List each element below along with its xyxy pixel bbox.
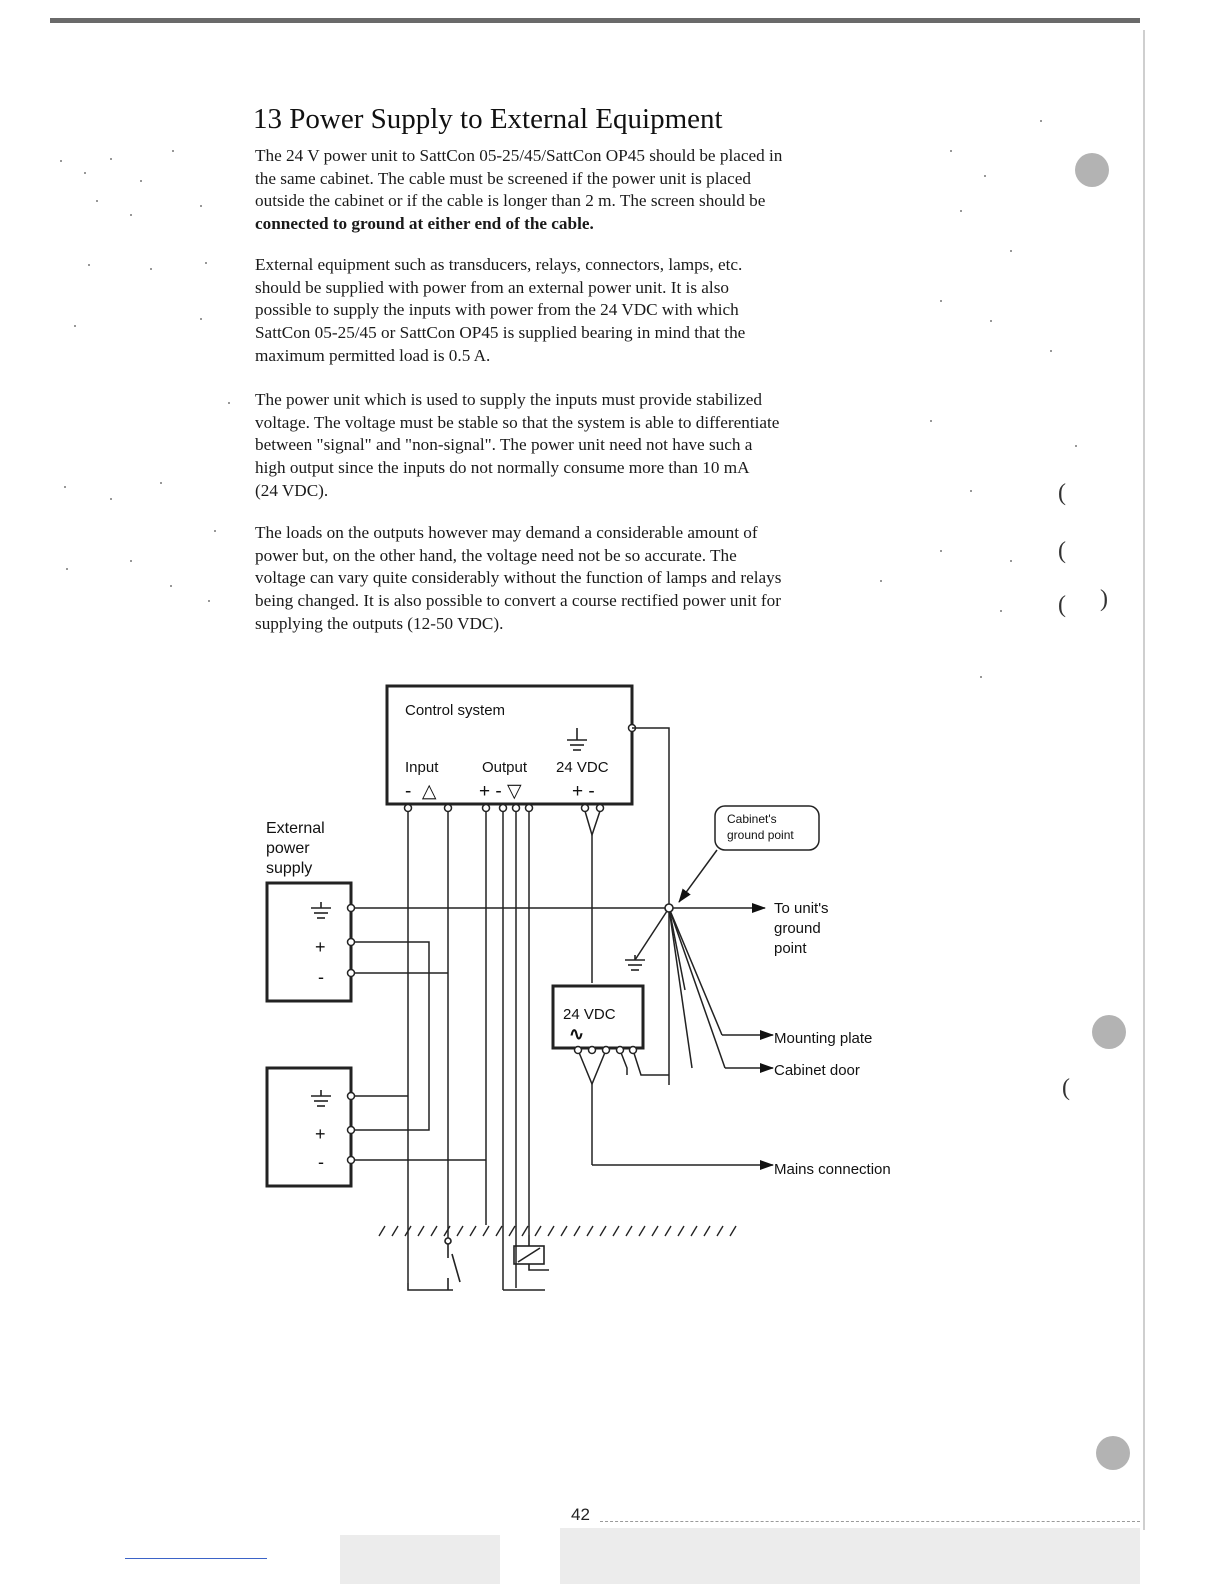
vdc-supply-label: 24 VDC <box>563 1006 616 1023</box>
punch-hole <box>1092 1015 1126 1049</box>
margin-mark: ) <box>1100 586 1108 612</box>
input-terminal-signs: - △ <box>405 781 437 802</box>
relay-icon <box>503 1235 549 1290</box>
external-power-label-3: supply <box>266 860 313 877</box>
text-line: high output since the inputs do not normally consume more than 10 mA <box>255 458 750 478</box>
external-supply-box <box>267 883 351 1001</box>
margin-mark: ( <box>1058 538 1066 564</box>
text-line: voltage can vary quite considerably without the function of lamps and relays <box>255 568 782 588</box>
unit-ground-label-1: To unit's <box>774 900 829 917</box>
cabinet-ground-label-1: Cabinet's <box>727 812 777 826</box>
ground-icon <box>311 902 331 918</box>
paragraph-external-equipment <box>255 254 915 368</box>
page-title: 13 Power Supply to External Equipment <box>253 103 723 135</box>
text-line: should be supplied with power from an external power unit. It is also <box>255 277 729 297</box>
footer-rule <box>600 1521 1140 1522</box>
plus-label: + <box>315 1124 326 1144</box>
ground-junction <box>665 904 673 912</box>
top-rule <box>50 18 1140 23</box>
external-supply-box <box>267 1068 351 1186</box>
switch-icon <box>408 1238 460 1290</box>
paragraph-output-loads <box>255 522 915 636</box>
page-number: 42 <box>571 1505 590 1524</box>
unit-ground-label-3: point <box>774 940 807 957</box>
punch-hole <box>1075 153 1109 187</box>
text-line: maximum permitted load is 0.5 A. <box>255 345 491 365</box>
minus-label: - <box>318 967 324 987</box>
minus-label: - <box>318 1152 324 1172</box>
text-line: voltage. The voltage must be stable so that the system is able to differentiate <box>255 412 780 432</box>
external-power-label-2: power <box>266 840 310 857</box>
text-line: the same cabinet. The cable must be screened if the power unit is placed <box>255 168 752 188</box>
text-line: being changed. It is also possible to convert a course rectified power unit for <box>255 591 781 611</box>
input-label: Input <box>405 759 439 776</box>
plus-label: + <box>315 937 326 957</box>
text-line: The 24 V power unit to SattCon 05-25/45/SattCon OP45 should be placed in <box>255 146 783 165</box>
output-label: Output <box>482 759 528 776</box>
text-line: SattCon 05-25/45 or SattCon OP45 is supplied bearing in mind that the <box>255 323 746 343</box>
ground-hatching <box>379 1226 736 1236</box>
cabinet-ground-label-2: ground point <box>727 828 794 842</box>
punch-hole <box>1096 1436 1130 1470</box>
text-line: (24 VDC). <box>255 480 329 500</box>
cabinet-door-label: Cabinet door <box>774 1062 860 1079</box>
wiring-diagram <box>255 670 935 1310</box>
text-line: power but, on the other hand, the voltage need not be so accurate. The <box>255 545 737 565</box>
scan-smudge <box>560 1528 1140 1584</box>
output-terminal-signs: + - ▽ <box>479 781 522 802</box>
ac-symbol-icon: ∿ <box>569 1024 585 1044</box>
text-line: connected to ground at either end of the cable. <box>255 214 594 234</box>
ground-icon <box>567 728 587 750</box>
page-edge <box>1143 30 1145 1530</box>
text-line: The loads on the outputs however may demand a considerable amount of <box>255 523 758 542</box>
text-line: outside the cabinet or if the cable is longer than 2 m. The screen should be <box>255 191 766 211</box>
footer-link-underline <box>125 1558 267 1559</box>
unit-ground-label-2: ground <box>774 920 821 937</box>
ground-icon <box>311 1090 331 1106</box>
margin-mark: ( <box>1062 1075 1070 1101</box>
ground-icon <box>625 955 645 970</box>
margin-mark: ( <box>1058 480 1066 506</box>
margin-mark: ( <box>1058 592 1066 618</box>
vdc-top-label: 24 VDC <box>556 759 609 776</box>
external-power-label-1: External <box>266 820 325 837</box>
text-line: External equipment such as transducers, relays, connectors, lamps, etc. <box>255 255 743 274</box>
control-system-label: Control system <box>405 702 506 719</box>
scan-smudge <box>340 1535 500 1584</box>
vdc-terminal-signs: + - <box>572 781 595 802</box>
text-line: between "signal" and "non-signal". The power unit need not have such a <box>255 435 753 455</box>
paragraph-input-power <box>255 389 915 503</box>
mains-label: Mains connection <box>774 1161 891 1178</box>
paragraph-screening <box>255 145 915 236</box>
text-line: possible to supply the inputs with power from the 24 VDC with which <box>255 300 739 320</box>
mounting-plate-label: Mounting plate <box>774 1030 873 1047</box>
text-line: The power unit which is used to supply the inputs must provide stabilized <box>255 390 762 409</box>
text-line: supplying the outputs (12-50 VDC). <box>255 613 504 633</box>
